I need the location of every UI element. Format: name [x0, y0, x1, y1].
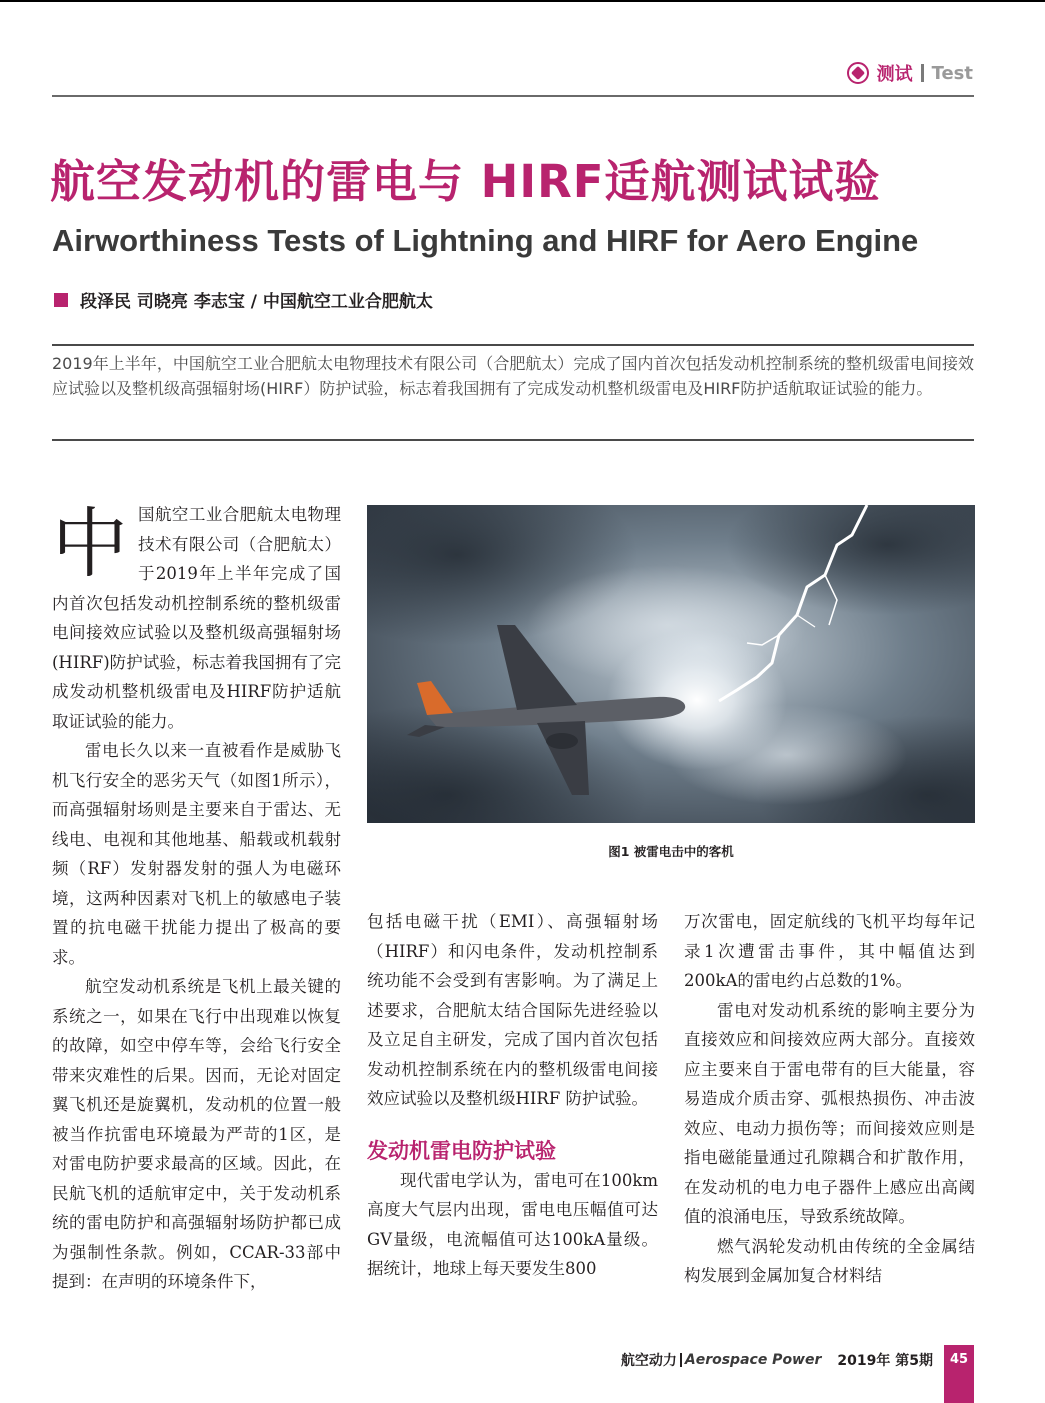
section-label-cn: 测试: [876, 64, 913, 85]
airplane-lightning-image: [367, 505, 975, 823]
footer: [621, 1350, 933, 1370]
author-bullet-icon: [54, 293, 68, 307]
section-label-en: Test: [931, 62, 973, 84]
column-2: [367, 907, 658, 1284]
paragraph-lightning-threat: 雷电长久以来一直被看作是威胁飞机飞行安全的恶劣天气（如图1所示），而高强辐射场则是主要来自于雷达、无线电、电视和其他地基、船载或机载射频（RF）发射器发射的强人为电磁环境，这两种因素对飞机上的敏感电子装置的抗电磁干扰能力提出了极高的要求。: [52, 741, 341, 967]
abstract-bottom-rule: [52, 439, 974, 441]
top-rule: [0, 0, 1045, 2]
title-chinese: 航空发动机的雷电与 HIRF适航测试试验: [50, 155, 881, 208]
header-rule: [52, 95, 974, 97]
figure-caption: 图1 被雷电击中的客机: [608, 844, 734, 859]
abstract: 2019年上半年，中国航空工业合肥航太电物理技术有限公司（合肥航太）完成了国内首次包括发动机控制系统的整机级雷电间接效应试验以及整机级高强辐射场(HIRF）防护试验，标志着我国拥有了完成发动机整机级雷电及HIRF防护适航取证试验的能力。: [52, 354, 974, 398]
issue-number: 2019年 第5期: [837, 1353, 933, 1369]
author-names: 段泽民 司晓亮 李志宝 / 中国航空工业合肥航太: [80, 292, 433, 312]
paragraph-lightning-statistics: 万次雷电，固定航线的飞机平均每年记录1次遭雷击事件，其中幅值达到200kA的雷电约占总数的1%。: [684, 912, 975, 990]
figure-airplane-lightning: [367, 505, 975, 823]
section-divider: [921, 64, 924, 82]
journal-name-en: Aerospace Power: [684, 1352, 822, 1368]
page-number: 45: [944, 1345, 974, 1403]
section-tag: [847, 60, 973, 86]
journal-name-cn: 航空动力: [620, 1353, 677, 1369]
abstract-top-rule: [52, 344, 974, 346]
title-english: Airworthiness Tests of Lightning and HIRF for Aero Engine: [52, 223, 919, 258]
column-3: [684, 907, 975, 1291]
paragraph-engine-system: 航空发动机系统是飞机上最关键的系统之一，如果在飞行中出现难以恢复的故障，如空中停车等，会给飞行安全带来灾难性的后果。因而，无论对固定翼飞机还是旋翼机，发动机的位置一般被当作抗雷电环境最为严苛的1区，是对雷电防护要求最高的区域。因此，在民航飞机的适航审定中，关于发动机系统的雷电防护和高强辐射场防护都已成为强制性条款。例如，CCAR-33部中提到：在声明的环境条件下，: [52, 977, 341, 1291]
column-1: [52, 500, 341, 1297]
drop-cap: 中: [52, 499, 128, 588]
paragraph-effects: 雷电对发动机系统的影响主要分为直接效应和间接效应两大部分。直接效应主要来自于雷电带有的巨大能量，容易造成介质击穿、弧根热损伤、冲击波效应、电动力损伤等；而间接效应则是指电磁能量通过孔隙耦合和扩散作用，在发动机的电力电子器件上感应出高阈值的浪涌电压，导致系统故障。: [684, 1000, 975, 1226]
paragraph-gas-turbine: 燃气涡轮发动机由传统的全金属结构发展到金属加复合材料结: [684, 1236, 975, 1285]
paragraph-emi-requirements: 包括电磁干扰（EMI）、高强辐射场（HIRF）和闪电条件，发动机控制系统功能不会受到有害影响。为了满足上述要求，合肥航太结合国际先进经验以及立足自主研发，完成了国内首次包括发动机控制系统在内的整机级雷电间接效应试验以及整机级HIRF 防护试验。: [367, 912, 658, 1108]
paragraph-modern-lightning: 现代雷电学认为，雷电可在100km高度大气层内出现，雷电电压幅值可达GV量级，电流幅值可达100kA量级。据统计，地球上每天要发生800: [367, 1170, 658, 1278]
section-heading-lightning-test: 发动机雷电防护试验: [367, 1138, 556, 1163]
intro-text: 国航空工业合肥航太电物理技术有限公司（合肥航太）于2019年上半年完成了国内首次包括发动机控制系统的整机级雷电间接效应试验以及整机级高强辐射场(HIRF)防护试验，标志着我国拥有了完成发动机整机级雷电及HIRF防护适航取证试验的能力。: [52, 505, 341, 731]
journal-logo-icon: [847, 62, 869, 84]
footer-divider: [680, 1353, 682, 1367]
author-line: [54, 287, 433, 312]
paragraph-intro: [52, 500, 341, 736]
